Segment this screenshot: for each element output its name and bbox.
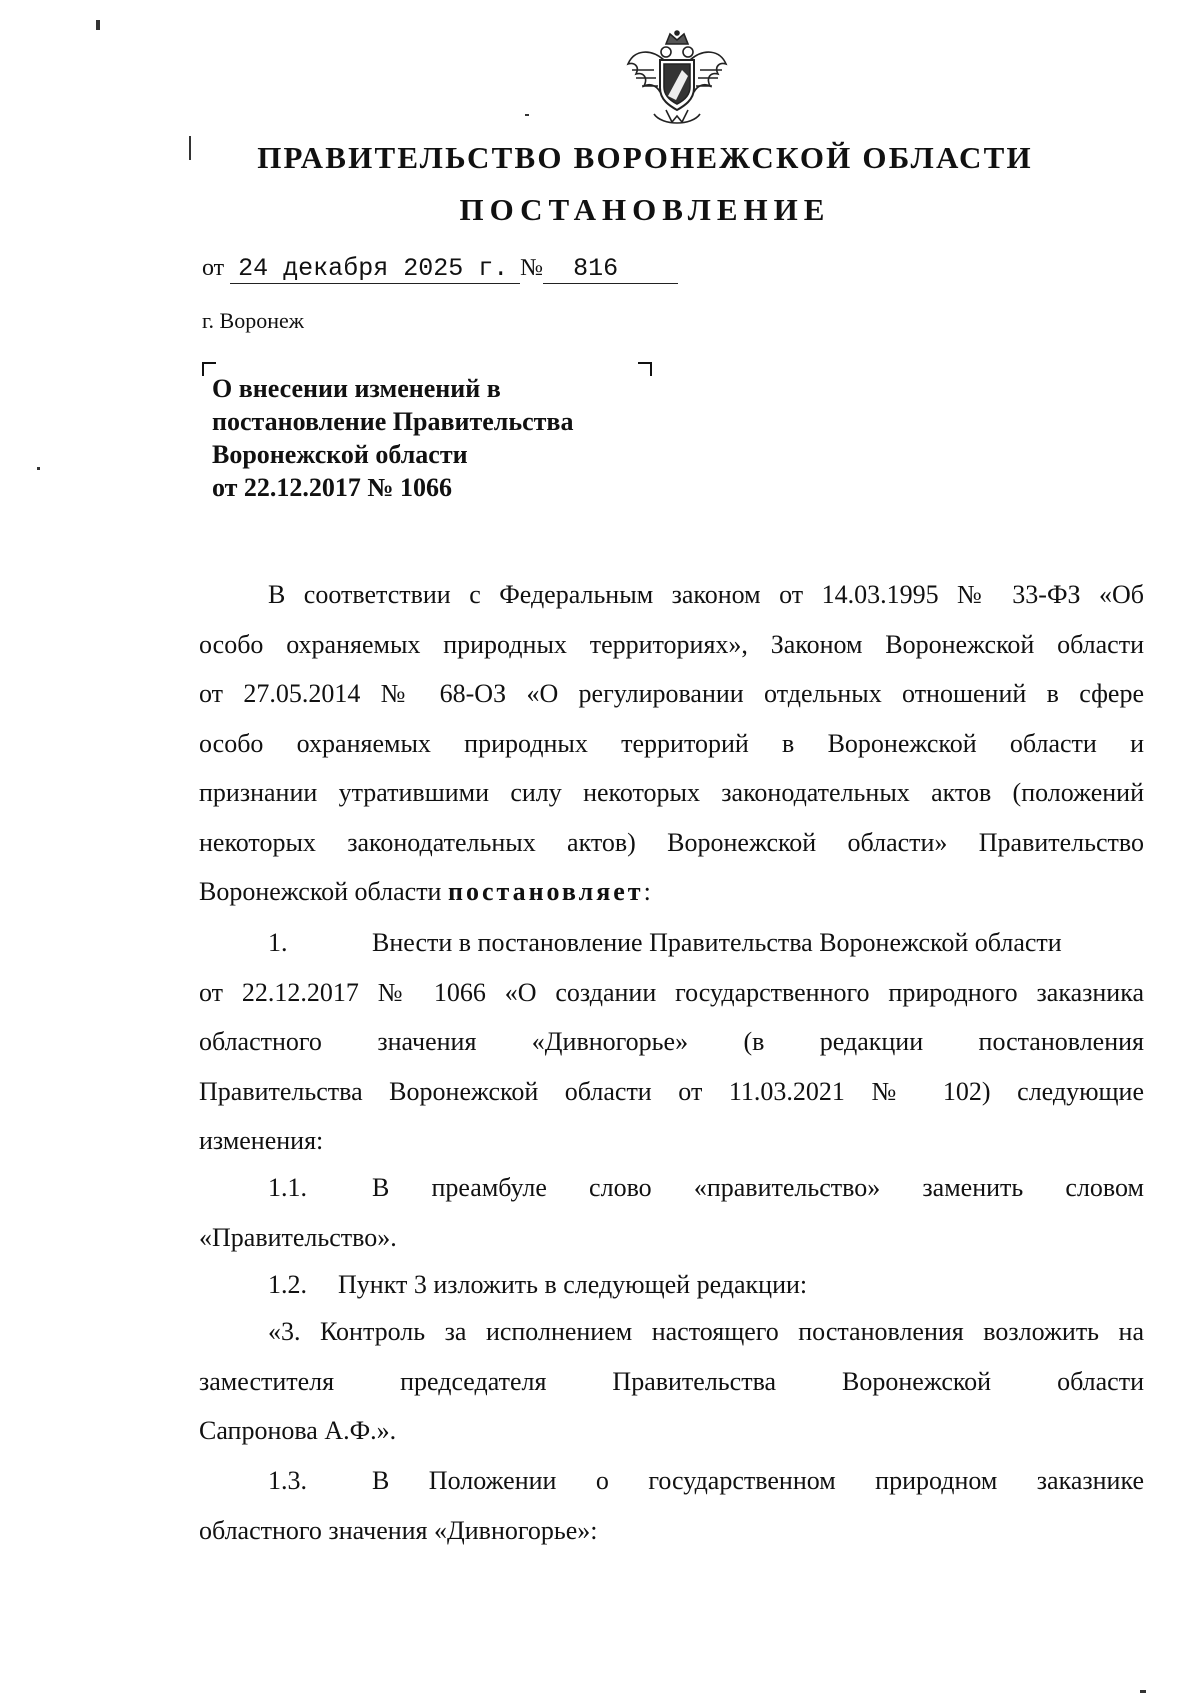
text-line: особо охраняемых природных территорий в Воронежской области и <box>199 728 1144 758</box>
text-line <box>199 1163 1144 1213</box>
text-line: изменения: <box>199 1126 324 1155</box>
scan-speck <box>1140 1690 1146 1693</box>
date-prefix: от <box>202 255 225 281</box>
text-fragment: В преамбуле слово «правительство» заменить словом <box>372 1173 1144 1202</box>
text-line: «Правительство». <box>199 1222 397 1252</box>
text-line: «3. Контроль за исполнением настоящего постановления возложить на <box>268 1317 1144 1346</box>
city-label: г. Воронеж <box>202 308 304 333</box>
text-line <box>199 918 1144 968</box>
subject-corner-right <box>638 362 652 376</box>
text-line: областного значения «Дивногорье»: <box>199 1515 598 1545</box>
text-fragment: В Положении о государственном природном заказнике <box>372 1466 1144 1495</box>
text-line: от 27.05.2014 № 68-ОЗ «О регулировании отдельных отношений в сфере <box>199 679 1144 708</box>
item-number: 1.2. <box>268 1270 307 1299</box>
scan-speck <box>525 114 529 116</box>
scan-speck <box>189 136 191 160</box>
text-line: Сапронова А.Ф.». <box>199 1416 397 1445</box>
item-1-2-paragraph <box>199 1260 1144 1310</box>
number-label: № <box>520 255 544 281</box>
text-line: особо охраняемых природных территориях», Законом Воронежской области <box>199 629 1144 659</box>
decree-word: постановляет <box>447 877 644 906</box>
subject-line: Воронежской области <box>212 440 468 469</box>
text-line <box>199 1456 1144 1506</box>
text-fragment: Внести в постановление Правительства Воронежской области <box>372 928 1062 957</box>
text-fragment: Пункт 3 изложить в следующей редакции: <box>338 1270 808 1299</box>
scan-speck <box>37 467 40 470</box>
item-1-1-paragraph <box>199 1163 1144 1262</box>
item-1-paragraph <box>199 918 1144 1166</box>
text-fragment: : <box>643 877 651 906</box>
text-fragment: Воронежской области <box>199 877 448 906</box>
subject-line: от 22.12.2017 № 1066 <box>212 473 453 502</box>
subject-line: постановление Правительства <box>212 407 574 436</box>
text-line: заместителя председателя Правительства Воронежской области <box>199 1366 1144 1396</box>
document-date: 24 декабря 2025 г. <box>230 255 520 284</box>
date-number-line <box>202 255 678 284</box>
text-line <box>199 867 1144 917</box>
quoted-clause-paragraph <box>199 1307 1144 1456</box>
subject-heading <box>212 372 573 504</box>
scan-speck <box>96 20 100 30</box>
text-line: областного значения «Дивногорье» (в редакции постановления <box>199 1027 1144 1056</box>
government-title: ПРАВИТЕЛЬСТВО ВОРОНЕЖСКОЙ ОБЛАСТИ <box>257 140 1033 175</box>
text-line: от 22.12.2017 № 1066 «О создании государственного природного заказника <box>199 977 1144 1007</box>
text-line: В соответствии с Федеральным законом от 14.03.1995 № 33-ФЗ «Об <box>268 580 1144 609</box>
coat-of-arms-emblem <box>614 30 740 130</box>
item-number: 1.1. <box>268 1173 307 1202</box>
text-line: признании утратившими силу некоторых законодательных актов (положений <box>199 778 1144 807</box>
preamble-paragraph <box>199 570 1144 917</box>
text-line: некоторых законодательных актов) Воронежской области» Правительство <box>199 827 1144 857</box>
item-number: 1.3. <box>268 1466 307 1495</box>
text-line: Правительства Воронежской области от 11.03.2021 № 102) следующие <box>199 1076 1144 1106</box>
document-type-title: ПОСТАНОВЛЕНИЕ <box>459 192 831 227</box>
subject-line: О внесении изменений в <box>212 374 501 403</box>
item-number: 1. <box>268 928 288 957</box>
item-1-3-paragraph <box>199 1456 1144 1555</box>
text-line <box>199 1260 1144 1310</box>
document-number: 816 <box>543 255 678 284</box>
